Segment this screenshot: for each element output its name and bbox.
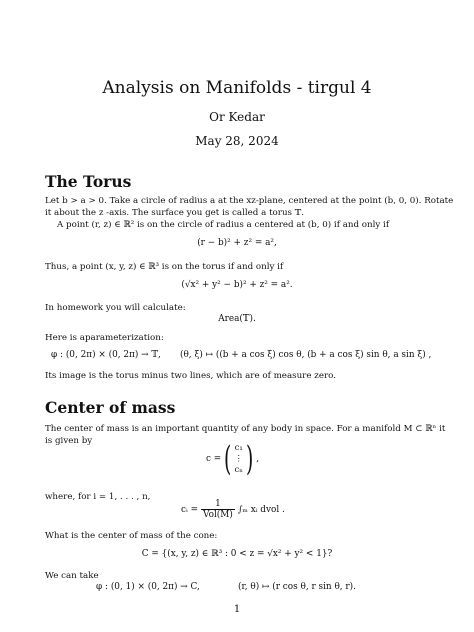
com-paragraph-1-line-1: The center of mass is an important quantity of any body in space. For a manifold M ⊂ ℝⁿ it	[45, 424, 446, 434]
right-paren-glyph: )	[245, 439, 254, 479]
date: May 28, 2024	[195, 134, 279, 148]
com-paragraph-3: What is the center of mass of the cone:	[45, 531, 218, 541]
equation-ci	[181, 499, 285, 520]
com-paragraph-4: We can take	[45, 571, 99, 581]
page-title: Analysis on Manifolds - tirgul 4	[102, 78, 372, 98]
com-paragraph-2: where, for i = 1, . . . , n,	[45, 492, 151, 502]
equation-circle: (r − b)² + z² = a²,	[197, 238, 277, 248]
vector-entry-last: cₙ	[234, 464, 243, 475]
torus-paragraph-6: Its image is the torus minus two lines, which are of measure zero.	[45, 371, 336, 381]
equation-center-vector	[206, 439, 260, 479]
equation-cone: C = {(x, y, z) ∈ ℝ³ : 0 < z = √x² + y² < 1}?	[141, 549, 333, 559]
equation-torus: (√x² + y² − b)² + z² = a².	[181, 280, 293, 290]
author: Or Kedar	[209, 110, 265, 124]
section-heading-center-of-mass: Center of mass	[45, 398, 176, 417]
equation-center-tail: ,	[256, 454, 260, 464]
com-paragraph-1-line-2: is given by	[45, 436, 93, 446]
torus-paragraph-1-line-2: it about the z -axis. The surface you get is called a torus 𝕋.	[45, 208, 304, 218]
torus-paragraph-4: In homework you will calculate:	[45, 303, 186, 313]
equation-cone-param-map: (r, θ) ↦ (r cos θ, r sin θ, r).	[238, 582, 356, 592]
vector-entry-first: c₁	[234, 442, 243, 453]
equation-cone-param-domain: φ : (0, 1) × (0, 2π) → C,	[96, 582, 200, 592]
page-number: 1	[233, 604, 241, 615]
torus-paragraph-1-line-1: Let b > a > 0. Take a circle of radius a at the xz-plane, centered at the point (b, 0, 0). Rotate	[45, 196, 454, 206]
equation-ci-lhs: cᵢ =	[181, 504, 199, 515]
equation-ci-integral: ∫ₘ xᵢ dvol .	[237, 504, 285, 515]
equation-area: Area(𝕋).	[218, 314, 256, 324]
section-heading-torus: The Torus	[45, 172, 132, 191]
equation-param-domain: φ : (0, 2π) × (0, 2π) → 𝕋,	[51, 350, 161, 360]
fraction	[201, 499, 235, 520]
torus-paragraph-3: Thus, a point (x, y, z) ∈ ℝ³ is on the torus if and only if	[45, 262, 284, 272]
fraction-numerator: 1	[201, 499, 235, 510]
equation-center-lhs: c =	[206, 454, 222, 464]
equation-param-map: (θ, ξ) ↦ ((b + a cos ξ) cos θ, (b + a cos ξ) sin θ, a sin ξ) ,	[180, 350, 432, 360]
left-paren-glyph: (	[224, 439, 232, 479]
torus-paragraph-5: Here is aparameterization:	[45, 333, 164, 343]
center-vector-entries	[235, 443, 244, 476]
fraction-denominator: Vol(M)	[203, 510, 233, 520]
vector-entry-dots: ⋮	[234, 453, 243, 464]
torus-paragraph-2: A point (r, z) ∈ ℝ² is on the circle of radius a centered at (b, 0) if and only if	[57, 220, 390, 230]
